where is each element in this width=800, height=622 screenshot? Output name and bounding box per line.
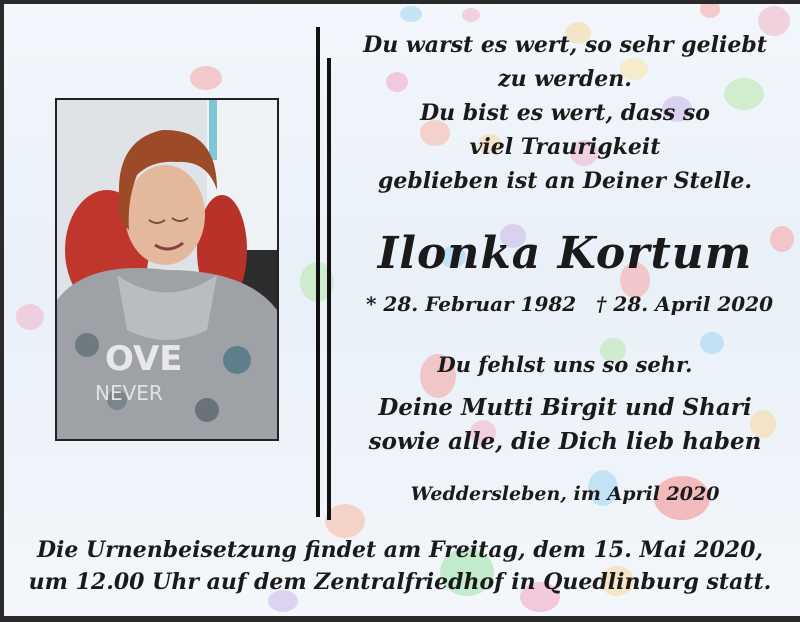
birth-date: * 28. Februar 1982 [366, 292, 577, 316]
balloon-decoration [16, 304, 44, 330]
miss-message: Du fehlst uns so sehr. [437, 352, 693, 377]
balloon-decoration [400, 6, 422, 22]
balloon-decoration [190, 66, 222, 90]
divider-line [327, 58, 331, 520]
portrait-illustration [57, 100, 277, 439]
funeral-notice [20, 534, 780, 598]
poem-line: geblieben ist an Deiner Stelle. [377, 168, 753, 194]
border-bottom [0, 616, 800, 622]
family-line: Deine Mutti Birgit und Shari [378, 394, 752, 421]
border-left [0, 0, 4, 622]
death-date: † 28. April 2020 [596, 292, 774, 316]
poem-line: zu werden. [498, 66, 632, 92]
balloon-decoration [325, 504, 365, 538]
funeral-line: Die Urnenbeisetzung findet am Freitag, dem 15. Mai 2020, [36, 537, 764, 563]
shirt-print: NEVER [95, 381, 163, 405]
balloon-decoration [462, 8, 480, 22]
poem-line: viel Traurigkeit [469, 134, 661, 160]
poem-line: Du warst es wert, so sehr geliebt [363, 32, 767, 58]
family-line: sowie alle, die Dich lieb haben [368, 428, 762, 455]
memorial-poem [355, 28, 775, 198]
deceased-name: Ilonka Kortum [377, 228, 753, 279]
funeral-line: um 12.00 Uhr auf dem Zentralfriedhof in Quedlinburg statt. [28, 569, 772, 595]
divider-line [316, 27, 320, 517]
portrait-photo [55, 98, 279, 441]
poem-line: Du bist es wert, dass so [420, 100, 710, 126]
shirt-print: OVE [105, 339, 183, 379]
family-signature [355, 391, 775, 459]
border-top [0, 0, 800, 4]
place-date: Weddersleben, im April 2020 [410, 483, 720, 505]
